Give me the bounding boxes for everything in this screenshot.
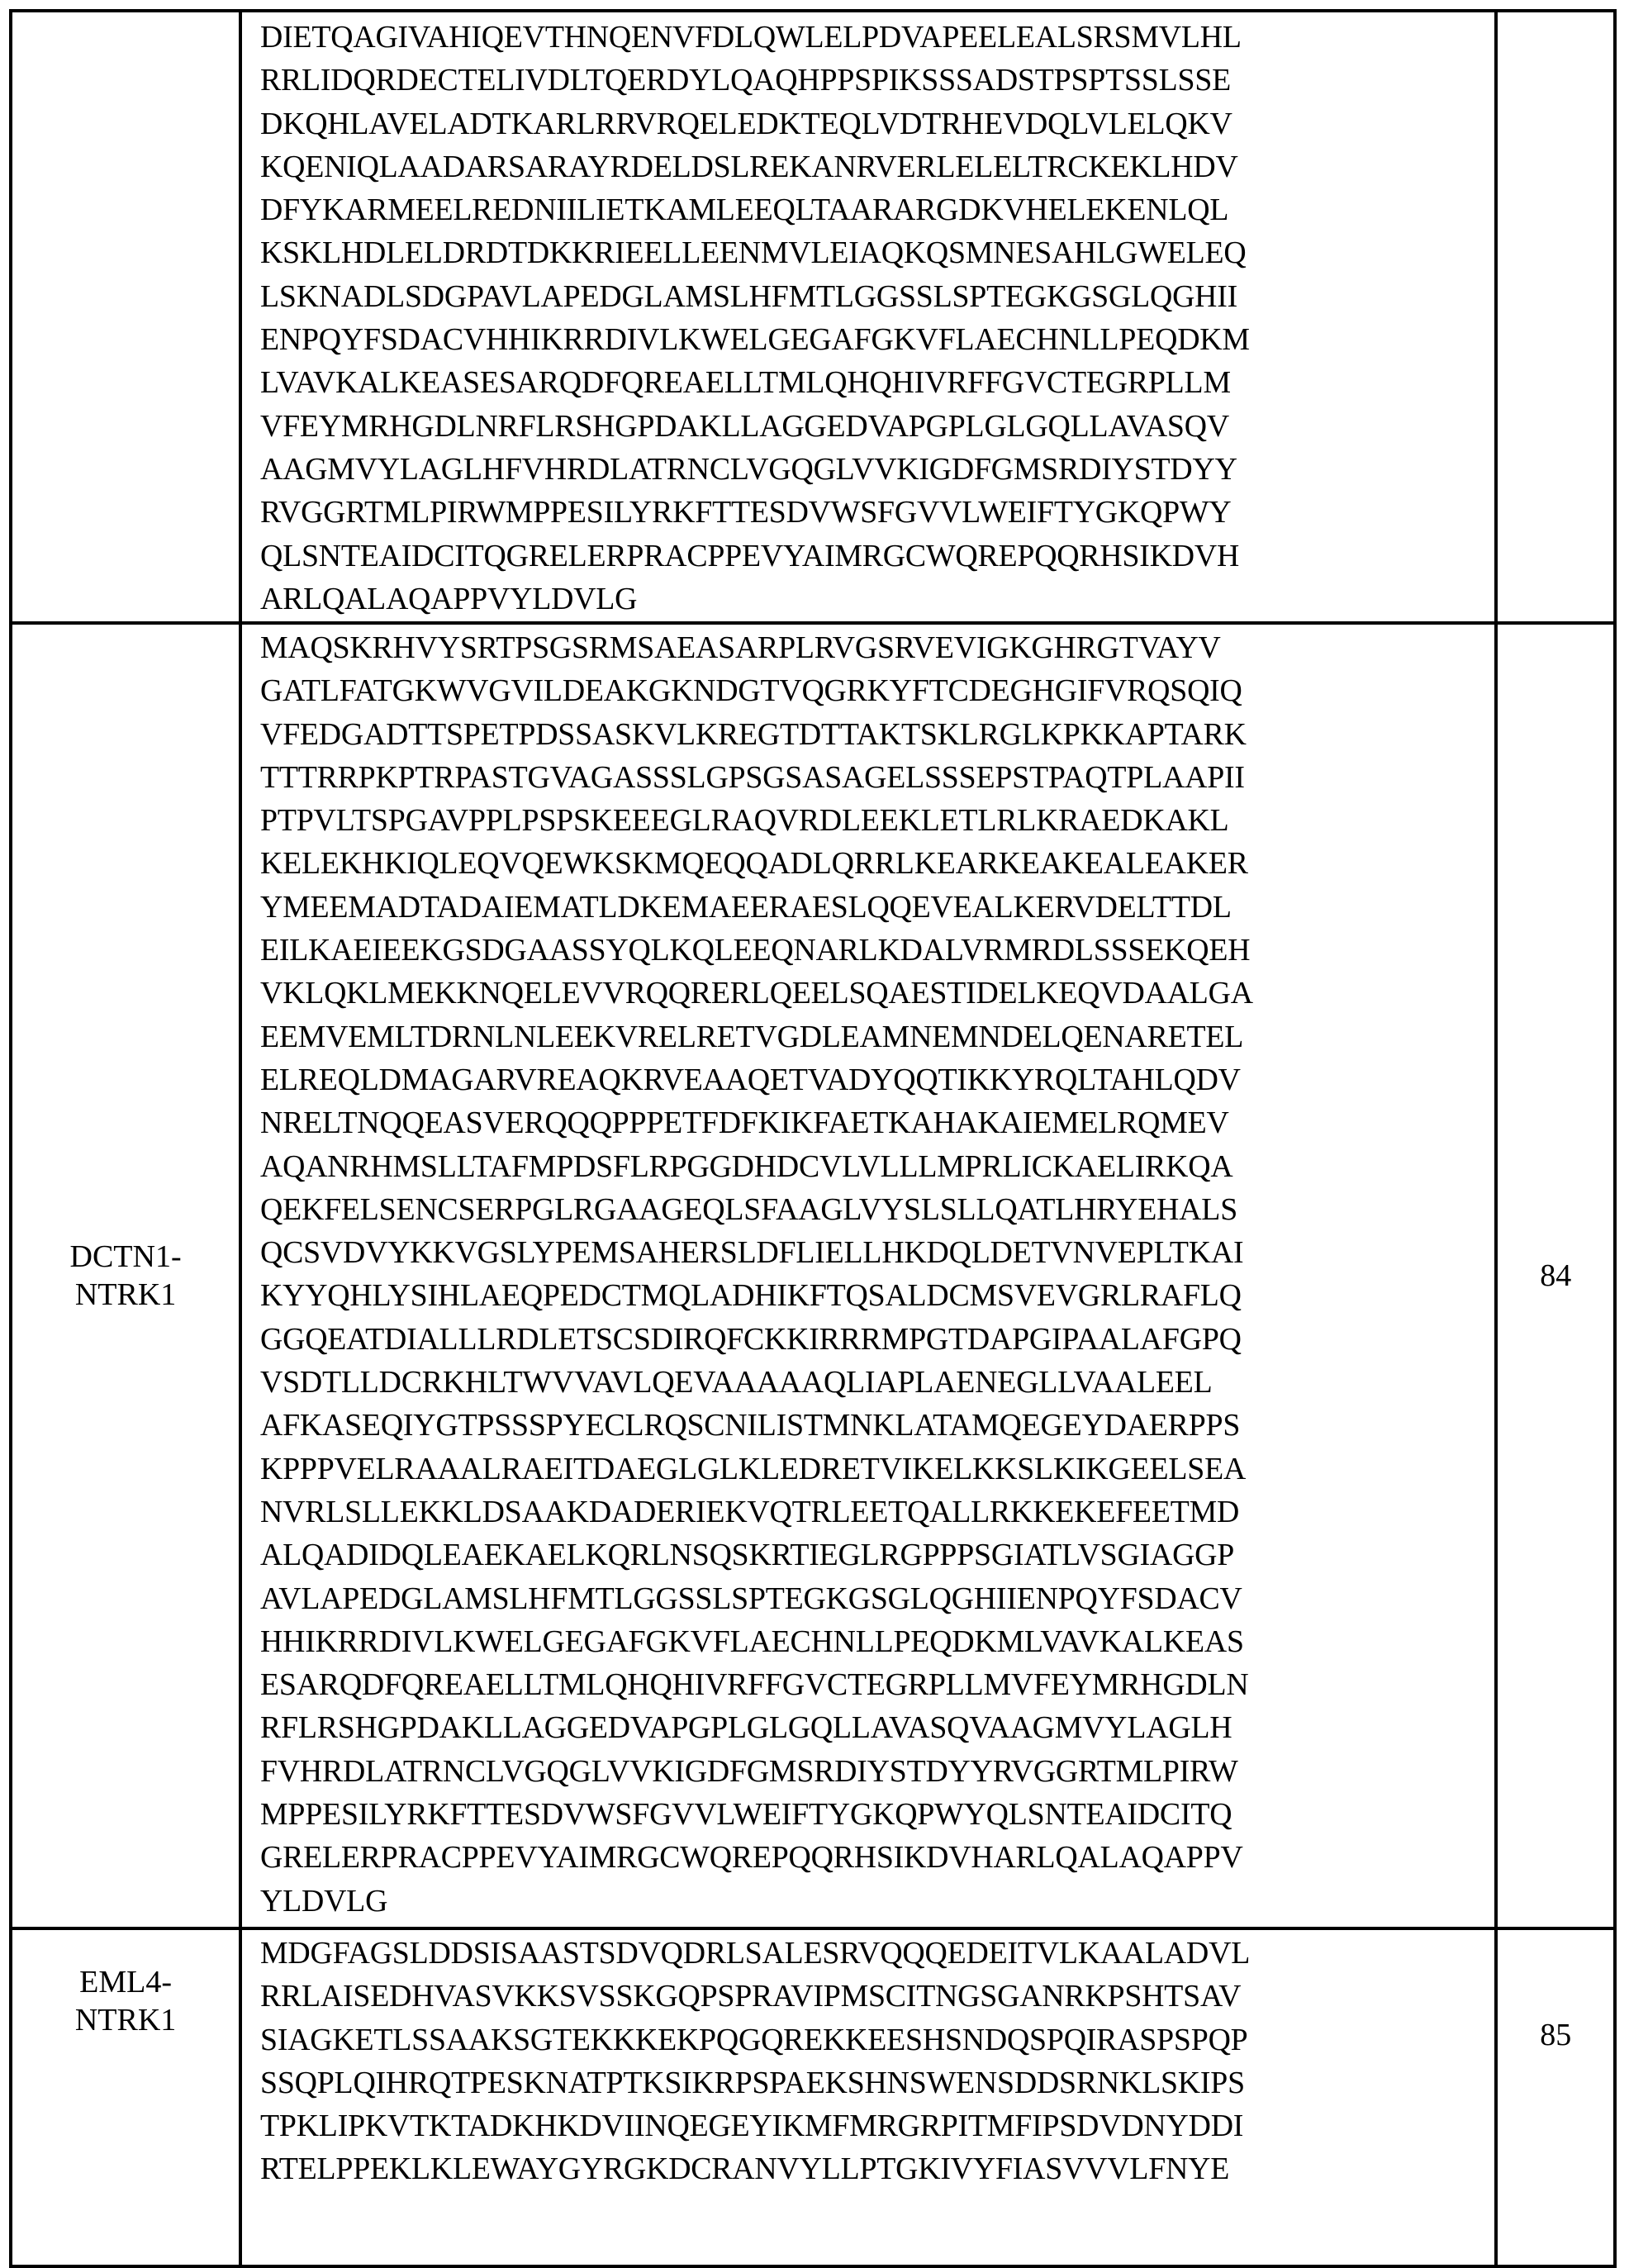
sequence-line: RTELPPEKLKLEWAYGYRGKDCRANVYLLPTGKIVYFIASVVVLFNYE xyxy=(260,2152,1230,2187)
sequence-line: DFYKARMEELREDNIILIETKAMLEEQLTAARARGDKVHELEKENLQL xyxy=(260,193,1229,228)
sequence-line: RFLRSHGPDAKLLAGGEDVAPGPLGLGQLLAVASQVAAGMVYLAGLH xyxy=(260,1710,1232,1746)
sequence-line: KYYQHLYSIHLAEQPEDCTMQLADHIKFTQSALDCMSVEVGRLRAFLQ xyxy=(260,1278,1242,1314)
sequence-cell xyxy=(240,623,1496,1928)
sequence-line: QEKFELSENCSERPGLRGAAGEQLSFAAGLVYSLSLLQATLHRYEHALS xyxy=(260,1191,1238,1227)
sequence-line: ENPQYFSDACVHHIKRRDIVLKWELGEGAFGKVFLAECHNLLPEQDKM xyxy=(260,322,1250,358)
sequence-line: MDGFAGSLDDSISAASTSDVQDRLSALESRVQQQEDEITVLKAALADVL xyxy=(260,1936,1251,1971)
sequence-line: KQENIQLAADARSARAYRDELDSLREKANRVERLELELTRCKEKLHDV xyxy=(260,149,1238,184)
sequence-line: QLSNTEAIDCITQGRELERPRACPPEVYAIMRGCWQREPQQRHSIKDVH xyxy=(260,538,1240,573)
sequence-line: RRLIDQRDECTELIVDLTQERDYLQAQHPPSPIKSSSADSTPSPTSSLSSE xyxy=(260,63,1232,98)
sequence-line: YLDVLG xyxy=(260,1883,388,1919)
sequence-line: VKLQKLMEKKNQELEVVRQQRERLQEELSQAESTIDELKEQVDAALGA xyxy=(260,976,1254,1011)
table-row xyxy=(11,11,1615,623)
sequence-line: HHIKRRDIVLKWELGEGAFGKVFLAECHNLLPEQDKMLVAVKALKEAS xyxy=(260,1624,1244,1659)
sequence-line: YMEEMADTADAIEMATLDKEMAEERAESLQQEVEALKERVDELTTDL xyxy=(260,889,1232,925)
sequence-line: EEMVEMLTDRNLNLEEKVRELRETVGDLEAMNEMNDELQENARETEL xyxy=(260,1019,1244,1054)
sequence-line: NRELTNQQEASVERQQQPPPETFDFKIKFAETKAHAKAIEMELRQMEV xyxy=(260,1105,1229,1141)
sequence-line: GATLFATGKWVGVILDEAKGKNDGTVQGRKYFTCDEGHGIFVRQSQIQ xyxy=(260,673,1242,709)
sequence-line: AVLAPEDGLAMSLHFMTLGGSSLSPTEGKGSGLQGHIIENPQYFSDACV xyxy=(260,1581,1242,1616)
fusion-name-line: NTRK1 xyxy=(74,2003,177,2037)
sequence-line: TPKLIPKVTKTADKHKDVIINQEGEYIKMFMRGRPITMFIPSDVDNYDDI xyxy=(260,2109,1244,2144)
sequence-line: LSKNADLSDGPAVLAPEDGLAMSLHFMTLGGSSLSPTEGKGSGLQGHII xyxy=(260,278,1238,314)
sequence-line: AAGMVYLAGLHFVHRDLATRNCLVGQGLVVKIGDFGMSRDIYSTDYY xyxy=(260,451,1237,487)
fusion-name-cell xyxy=(11,11,240,623)
sequence-line: RRLAISEDHVASVKKSVSSKGQPSPRAVIPMSCITNGSGANRKPSHTSAV xyxy=(260,1979,1242,2014)
sequence-line: VSDTLLDCRKHLTWVVAVLQEVAAAAAQLIAPLAENEGLLVAALEEL xyxy=(260,1365,1213,1400)
sequence-line: EILKAEIEEKGSDGAASSYQLKQLEEQNARLKDALVRMRDLSSSEKQEH xyxy=(260,933,1251,968)
sequence-line: MPPESILYRKFTTESDVWSFGVVLWEIFTYGKQPWYQLSNTEAIDCITQ xyxy=(260,1797,1232,1833)
fusion-name-cell xyxy=(11,1928,240,2266)
sequence-line: SIAGKETLSSAAKSGTEKKKEKPQGQREKKEESHSNDQSPQIRASPSPQP xyxy=(260,2022,1248,2057)
fusion-name-line: DCTN1- xyxy=(69,1239,182,1274)
sequence-line: ALQADIDQLEAEKAELKQRLNSQSKRTIEGLRGPPPSGIATLVSGIAGGP xyxy=(260,1538,1235,1573)
fusion-name-line: NTRK1 xyxy=(74,1277,177,1312)
sequence-line: LVAVKALKEASESARQDFQREAELLTMLQHQHIVRFFGVCTEGRPLLM xyxy=(260,365,1231,401)
sequence-line: FVHRDLATRNCLVGQGLVVKIGDFGMSRDIYSTDYYRVGGRTMLPIRW xyxy=(260,1753,1238,1789)
seq-id-cell: 85 xyxy=(1496,1928,1615,2266)
seq-id-cell xyxy=(1496,11,1615,623)
sequence-line: QCSVDVYKKVGSLYPEMSAHERSLDFLIELLHKDQLDETVNVEPLTKAI xyxy=(260,1235,1244,1271)
sequence-line: VFEDGADTTSPETPDSSASKVLKREGTDTTAKTSKLRGLKPKKAPTARK xyxy=(260,716,1247,752)
sequence-line: VFEYMRHGDLNRFLRSHGPDAKLLAGGEDVAPGPLGLGQLLAVASQV xyxy=(260,408,1230,444)
sequence-line: RVGGRTMLPIRWMPPESILYRKFTTESDVWSFGVVLWEIFTYGKQPWY xyxy=(260,495,1232,530)
sequence-line: GRELERPRACPPEVYAIMRGCWQREPQQRHSIKDVHARLQALAQAPPV xyxy=(260,1840,1243,1876)
sequence-cell xyxy=(240,11,1496,623)
sequence-line: MAQSKRHVYSRTPSGSRMSAEASARPLRVGSRVEVIGKGHRGTVAYV xyxy=(260,630,1221,665)
sequence-line: AQANRHMSLLTAFMPDSFLRPGGDHDCVLVLLLMPRLICKAELIRKQA xyxy=(260,1148,1233,1184)
fusion-name-cell xyxy=(11,623,240,1928)
sequence-line: ESARQDFQREAELLTMLQHQHIVRFFGVCTEGRPLLMVFEYMRHGDLN xyxy=(260,1667,1249,1703)
table-row xyxy=(11,623,1615,1928)
seq-id-cell: 84 xyxy=(1496,623,1615,1928)
sequence-line: KPPPVELRAAALRAEITDAEGLGLKLEDRETVIKELKKSLKIKGEELSEA xyxy=(260,1451,1247,1486)
sequence-line: SSQPLQIHRQTPESKNATPTKSIKRPSPAEKSHNSWENSDDSRNKLSKIPS xyxy=(260,2065,1246,2100)
table-row xyxy=(11,1928,1615,2266)
sequence-line: ELREQLDMAGARVREAQKRVEAAQETVADYQQTIKKYRQLTAHLQDV xyxy=(260,1062,1241,1097)
sequence-line: GGQEATDIALLLRDLETSCSDIRQFCKKIRRRMPGTDAPGIPAALAFGPQ xyxy=(260,1321,1242,1357)
sequence-line: KSKLHDLELDRDTDKKRIEELLEENMVLEIAQKQSMNESAHLGWELEQ xyxy=(260,235,1247,271)
sequence-table xyxy=(9,9,1617,2268)
sequence-line: TTTRRPKPTRPASTGVAGASSSLGPSGSASAGELSSSEPSTPAQTPLAAPII xyxy=(260,759,1245,795)
sequence-line: ARLQALAQAPPVYLDVLG xyxy=(260,581,638,616)
sequence-line: AFKASEQIYGTPSSSPYECLRQSCNILISTMNKLATAMQEGEYDAERPPS xyxy=(260,1408,1241,1443)
sequence-line: DIETQAGIVAHIQEVTHNQENVFDLQWLELPDVAPEELEALSRSMVLHL xyxy=(260,20,1242,55)
sequence-cell xyxy=(240,1928,1496,2266)
sequence-line: NVRLSLLEKKLDSAAKDADERIEKVQTRLEETQALLRKKEKEFEETMD xyxy=(260,1494,1240,1529)
sequence-line: DKQHLAVELADTKARLRRVRQELEDKTEQLVDTRHEVDQLVLELQKV xyxy=(260,106,1232,141)
fusion-name-line: EML4- xyxy=(79,1965,172,1999)
sequence-line: PTPVLTSPGAVPPLPSPSKEEEGLRAQVRDLEEKLETLRLKRAEDKAKL xyxy=(260,803,1229,839)
sequence-line: KELEKHKIQLEQVQEWKSKMQEQQADLQRRLKEARKEAKEALEAKER xyxy=(260,846,1248,882)
